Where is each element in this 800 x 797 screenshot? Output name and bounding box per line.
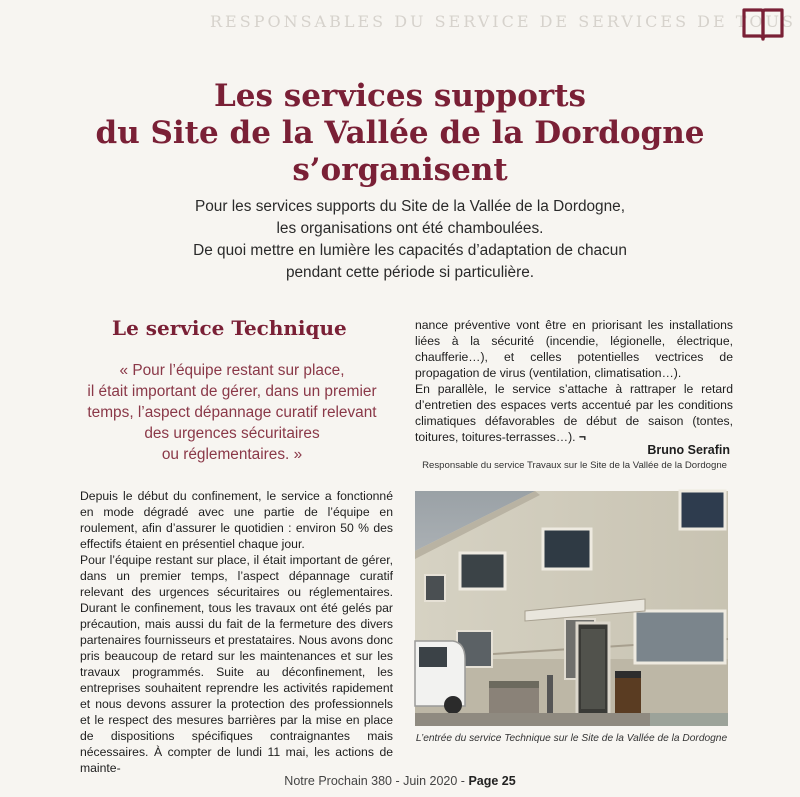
author-role: Responsable du service Travaux sur le Site de la Vallée de la Dordogne (422, 460, 727, 471)
pull-quote (82, 360, 382, 465)
end-mark: ¬ (578, 430, 587, 444)
body-paragraph-text: En parallèle, le service s’attache à rattraper le retard d’entretien des espaces verts accentué par les conditions climatiques défavorables de début de saison (tontes, toitures, toitures-terrasses…). (415, 382, 733, 444)
body-column-right (415, 317, 733, 445)
quote-line: des urgences sécuritaires (144, 425, 320, 442)
quote-line: temps, l’aspect dépannage curatif relevant (87, 404, 377, 421)
photo-caption: L’entrée du service Technique sur le Site de la Vallée de la Dordogne (415, 733, 728, 744)
title-line: Les services supports (213, 78, 587, 114)
book-icon (741, 6, 785, 42)
lead-line: les organisations ont été chamboulées. (276, 220, 544, 237)
lead-line: Pour les services supports du Site de la Vallée de la Dordogne, (194, 198, 626, 215)
article-lead (150, 196, 670, 284)
article-title (60, 78, 740, 189)
body-column-left (80, 488, 393, 776)
title-line: s’organisent (292, 152, 508, 188)
body-paragraph: Depuis le début du confinement, le service a fonctionné en mode dégradé avec une partie de l’équipe en roulement, afin d’assurer le quotidien : environ 50 % des effectifs étaient en présentiel chaque jour. (80, 489, 393, 551)
body-paragraph (415, 381, 733, 445)
page-number: Page 25 (468, 774, 516, 788)
building-photo (415, 491, 728, 726)
page-footer (250, 774, 550, 788)
author-name: Bruno Serafin (647, 443, 730, 457)
body-paragraph: Pour l’équipe restant sur place, il était important de gérer, dans un premier temps, l’aspect dépannage curatif relevant des urgences sécuritaires ou réglementaires. Durant le confinement, tous les travaux ont été gelés par précaution, mais aussi du fait de la fermeture des divers partenaires fournisseurs et prestataires. Nous avons donc pris beaucoup de retard sur les maintenances et sur les travaux programmés. Suite au déconfinement, les entreprises souhaitent reprendre les activités rapidement et nous devons assurer la protection des professionnels et le respect des mesures barrières par la mise en place de dispositions spécifiques contraignantes mais nécessaires. À compter de lundi 11 mai, les actions de mainte- (80, 553, 393, 775)
lead-line: De quoi mettre en lumière les capacités d’adaptation de chacun (193, 242, 627, 259)
issue-info: Notre Prochain 380 - Juin 2020 - (284, 774, 469, 788)
section-title: Le service Technique (112, 316, 347, 340)
lead-line: pendant cette période si particulière. (285, 264, 535, 281)
show-through-text: RESPONSABLES DU SERVICE DE SERVICES DE TOUS (210, 12, 796, 31)
quote-line: « Pour l’équipe restant sur place, (119, 362, 345, 379)
quote-line: ou réglementaires. » (161, 446, 303, 463)
title-line: du Site de la Vallée de la Dordogne (95, 115, 705, 151)
quote-line: il était important de gérer, dans un premier (87, 383, 377, 400)
body-paragraph: nance préventive vont être en priorisant les installations liées à la sécurité (incendie, légionelle, électrique, chaufferie…), et celles potentielles vectrices de propagation de virus (ventilation, climatisation…). (415, 318, 733, 380)
